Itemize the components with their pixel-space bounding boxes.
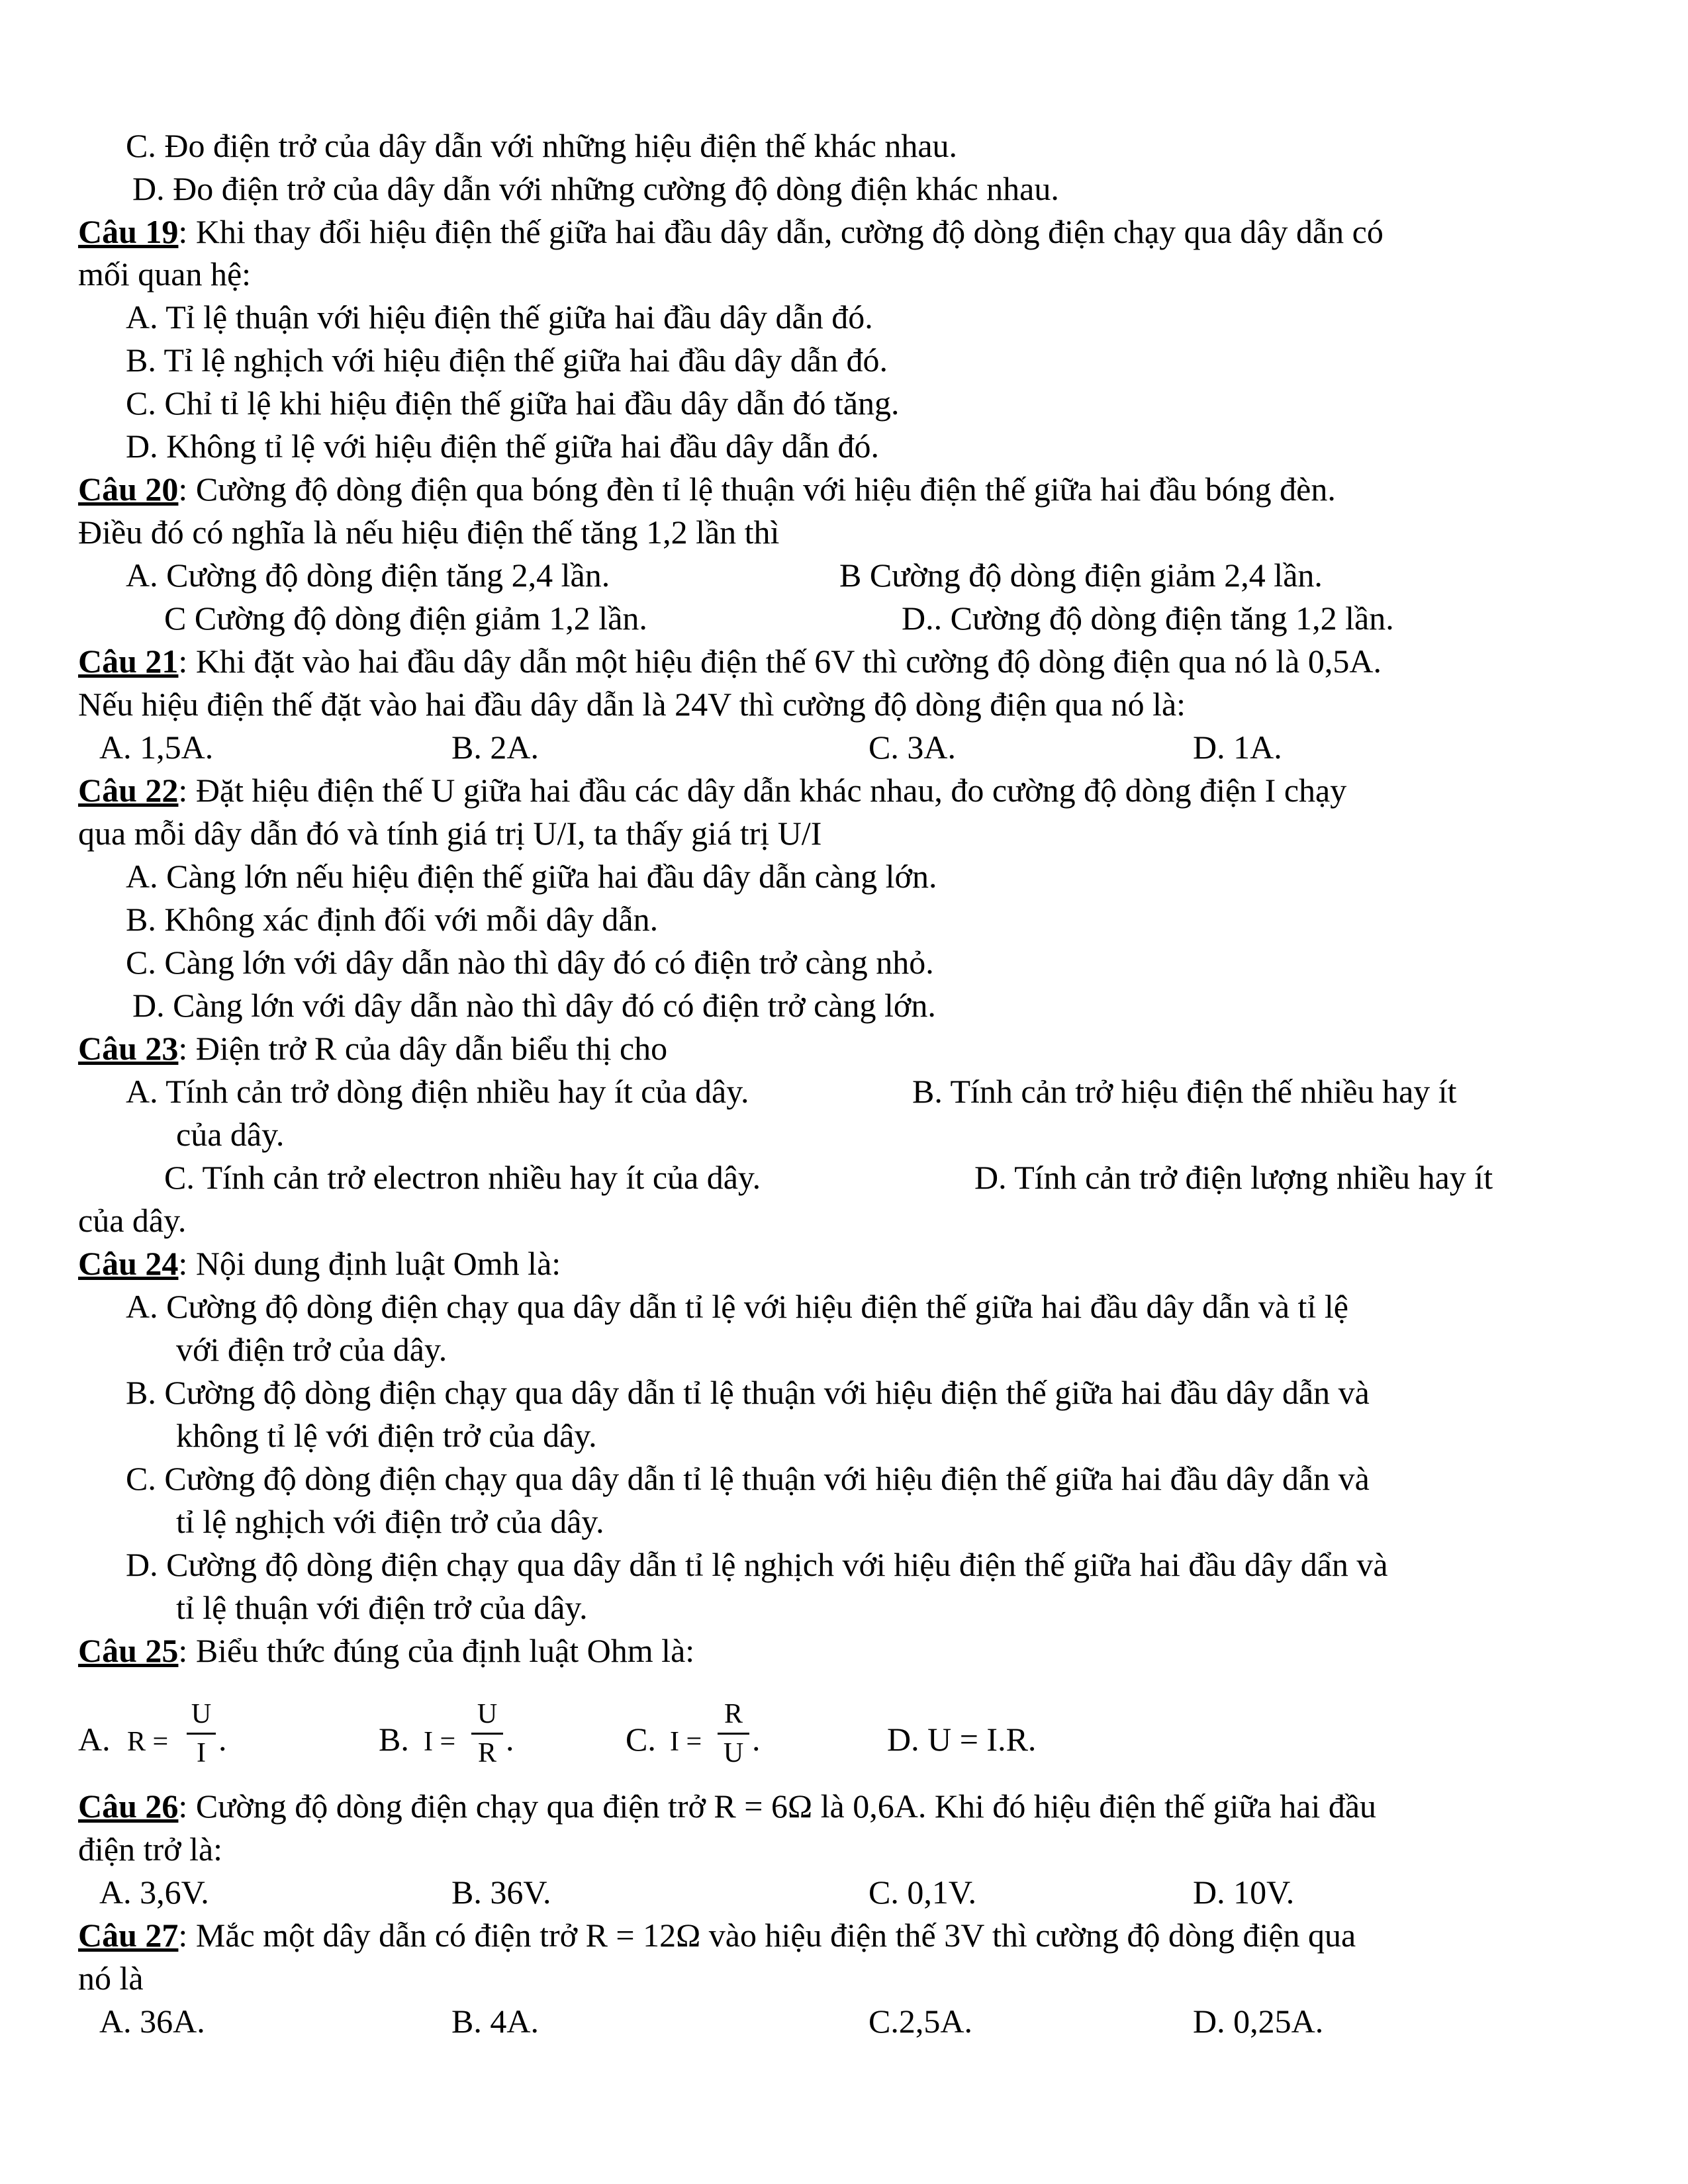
q27-option-b: B. 4A.: [451, 2003, 539, 2040]
q21-stem-line2: Nếu hiệu điện thế đặt vào hai đầu dây dẫn là 24V thì cường độ dòng điện qua nó là:: [78, 686, 1186, 723]
q23-option-d: D. Tính cản trở điện lượng nhiều hay ít: [974, 1159, 1493, 1196]
q24-stem: [78, 1242, 561, 1285]
q26-number: Câu 26: [78, 1788, 179, 1825]
q25-option-b-fraction: [471, 1696, 503, 1772]
q23-option-b-cont: của dây.: [176, 1116, 285, 1153]
q20-option-c: C Cường độ dòng điện giảm 1,2 lần.: [164, 600, 647, 637]
q25-stem: [78, 1629, 694, 1672]
q22-number: Câu 22: [78, 772, 179, 809]
q22-stem-line2: qua mỗi dây dẫn đó và tính giá trị U/I, ta thấy giá trị U/I: [78, 815, 822, 852]
q25-number: Câu 25: [78, 1632, 179, 1669]
q24-option-c: C. Cường độ dòng điện chạy qua dây dẫn tỉ lệ thuận với hiệu điện thế giữa hai đầu dây dẫn và: [126, 1460, 1370, 1497]
q18-option-c: C. Đo điện trở của dây dẫn với những hiệu điện thế khác nhau.: [126, 127, 958, 164]
q19-option-a: A. Tỉ lệ thuận với hiệu điện thế giữa hai đầu dây dẫn đó.: [126, 298, 873, 336]
q23-option-b: B. Tính cản trở hiệu điện thế nhiều hay ít: [912, 1073, 1457, 1110]
q20-stem: [78, 468, 1336, 510]
q24-number: Câu 24: [78, 1245, 179, 1282]
q24-option-d: D. Cường độ dòng điện chạy qua dây dẫn tỉ lệ nghịch với hiệu điện thế giữa hai đầu dây dẩn và: [126, 1546, 1388, 1583]
q25-stem-text: : Biểu thức đúng của định luật Ohm là:: [178, 1632, 695, 1669]
q22-stem-text: : Đặt hiệu điện thế U giữa hai đầu các dây dẫn khác nhau, đo cường độ dòng điện I chạy: [178, 772, 1347, 809]
q25-option-a-label: A.: [78, 1721, 111, 1758]
q18-option-d: D. Đo điện trở của dây dẫn với những cường độ dòng điện khác nhau.: [132, 170, 1059, 207]
q25-option-a-lhs: R =: [127, 1727, 169, 1757]
fraction-numerator: R: [724, 1699, 743, 1729]
q22-option-c: C. Càng lớn với dây dẫn nào thì dây đó có điện trở càng nhỏ.: [126, 944, 934, 981]
q19-stem-line2: mối quan hệ:: [78, 255, 252, 293]
q26-stem-line2: điện trở là:: [78, 1831, 223, 1868]
q27-stem: [78, 1914, 1356, 1956]
q25-option-a-fraction: [187, 1696, 216, 1772]
q24-option-c-cont: tỉ lệ nghịch với điện trở của dây.: [176, 1503, 604, 1540]
q20-number: Câu 20: [78, 471, 179, 508]
q23-number: Câu 23: [78, 1030, 179, 1067]
q21-option-b: B. 2A.: [451, 729, 539, 766]
q25-option-b-label: B.: [379, 1721, 409, 1758]
q27-stem-line2: nó là: [78, 1960, 144, 1997]
q21-option-d: D. 1A.: [1193, 729, 1282, 766]
q25-option-b-lhs: I =: [424, 1727, 456, 1757]
q21-stem: [78, 640, 1382, 682]
q27-option-d: D. 0,25A.: [1193, 2003, 1324, 2040]
q21-option-c: C. 3A.: [868, 729, 956, 766]
q25-option-c-lhs: I =: [670, 1727, 702, 1757]
q20-option-b: B Cường độ dòng điện giảm 2,4 lần.: [839, 557, 1323, 594]
q23-option-d-cont: của dây.: [78, 1202, 187, 1239]
q19-option-d: D. Không tỉ lệ với hiệu điện thế giữa hai đầu dây dẫn đó.: [126, 428, 880, 465]
q23-option-a: A. Tính cản trở dòng điện nhiều hay ít của dây.: [126, 1073, 749, 1110]
q27-option-c: C.2,5A.: [868, 2003, 972, 2040]
q19-number: Câu 19: [78, 213, 179, 250]
q27-stem-text: : Mắc một dây dẫn có điện trở R = 12Ω vào hiệu điện thế 3V thì cường độ dòng điện qua: [178, 1917, 1356, 1954]
q21-stem-text: : Khi đặt vào hai đầu dây dẫn một hiệu điện thế 6V thì cường độ dòng điện qua nó là 0,5A.: [178, 643, 1382, 680]
q22-option-b: B. Không xác định đối với mỗi dây dẫn.: [126, 901, 659, 938]
q25-option-c-label: C.: [626, 1721, 656, 1758]
q20-option-a: A. Cường độ dòng điện tăng 2,4 lần.: [126, 557, 610, 594]
q25-option-a-dot: .: [218, 1721, 227, 1758]
q22-option-d: D. Càng lớn với dây dẫn nào thì dây đó có điện trở càng lớn.: [132, 987, 936, 1024]
fraction-denominator: R: [477, 1738, 496, 1768]
q23-stem-text: : Điện trở R của dây dẫn biểu thị cho: [178, 1030, 668, 1067]
q23-stem: [78, 1027, 667, 1069]
q21-option-a: A. 1,5A.: [99, 729, 214, 766]
q25-option-b-dot: .: [506, 1721, 514, 1758]
q26-option-a: A. 3,6V.: [99, 1874, 209, 1911]
q24-option-b: B. Cường độ dòng điện chạy qua dây dẫn tỉ lệ thuận với hiệu điện thế giữa hai đầu dây dẫn và: [126, 1374, 1370, 1411]
q25-option-d: D. U = I.R.: [887, 1721, 1037, 1758]
fraction-numerator: U: [477, 1699, 498, 1729]
q26-option-d: D. 10V.: [1193, 1874, 1295, 1911]
q27-option-a: A. 36A.: [99, 2003, 205, 2040]
q24-option-d-cont: tỉ lệ thuận với điện trở của dây.: [176, 1589, 588, 1626]
q19-stem-text: : Khi thay đổi hiệu điện thế giữa hai đầu dây dẫn, cường độ dòng điện chạy qua dây dẫn có: [178, 213, 1383, 250]
fraction-denominator: U: [723, 1738, 744, 1768]
q24-option-a-cont: với điện trở của dây.: [176, 1331, 447, 1368]
q23-option-c: C. Tính cản trở electron nhiều hay ít của dây.: [164, 1159, 761, 1196]
fraction-numerator: U: [191, 1699, 212, 1729]
q20-stem-line2: Điều đó có nghĩa là nếu hiệu điện thế tăng 1,2 lần thì: [78, 514, 780, 551]
fraction-denominator: I: [197, 1738, 206, 1768]
q19-stem: [78, 210, 1383, 253]
q26-stem-text: : Cường độ dòng điện chạy qua điện trở R = 6Ω là 0,6A. Khi đó hiệu điện thế giữa hai đầu: [178, 1788, 1377, 1825]
q27-number: Câu 27: [78, 1917, 179, 1954]
q26-option-c: C. 0,1V.: [868, 1874, 977, 1911]
q19-option-c: C. Chỉ tỉ lệ khi hiệu điện thế giữa hai đầu dây dẫn đó tăng.: [126, 385, 900, 422]
q24-option-a: A. Cường độ dòng điện chạy qua dây dẫn tỉ lệ với hiệu điện thế giữa hai đầu dây dẫn và tỉ lệ: [126, 1288, 1348, 1325]
q21-number: Câu 21: [78, 643, 179, 680]
q22-stem: [78, 769, 1346, 811]
q25-option-c-dot: .: [752, 1721, 761, 1758]
q26-option-b: B. 36V.: [451, 1874, 551, 1911]
q19-option-b: B. Tỉ lệ nghịch với hiệu điện thế giữa hai đầu dây dẫn đó.: [126, 341, 888, 379]
q26-stem: [78, 1785, 1376, 1827]
q24-option-b-cont: không tỉ lệ với điện trở của dây.: [176, 1417, 597, 1454]
q22-option-a: A. Càng lớn nếu hiệu điện thế giữa hai đầu dây dẫn càng lớn.: [126, 858, 937, 895]
q20-stem-text: : Cường độ dòng điện qua bóng đèn tỉ lệ thuận với hiệu điện thế giữa hai đầu bóng đèn.: [178, 471, 1336, 508]
q24-stem-text: : Nội dung định luật Omh là:: [178, 1245, 561, 1282]
q20-option-d: D.. Cường độ dòng điện tăng 1,2 lần.: [902, 600, 1394, 637]
q25-option-c-fraction: [718, 1696, 749, 1772]
